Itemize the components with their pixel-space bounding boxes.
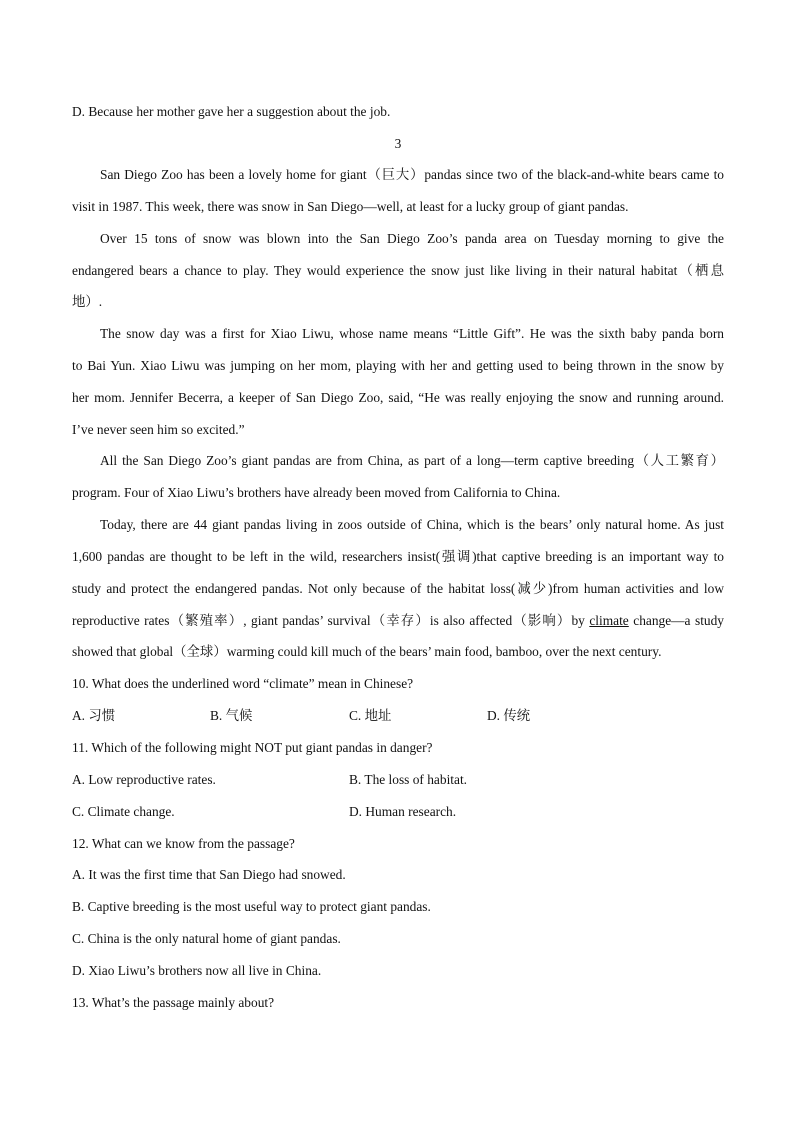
paragraph-5-line-5: showed that global（全球）warming could kill much of the bears’ main food, bamboo, over the next century.	[72, 644, 662, 659]
paragraph-4-line-2: program. Four of Xiao Liwu’s brothers have already been moved from California to China.	[72, 485, 561, 500]
paragraph-3-line-4: I’ve never seen him so excited.”	[72, 422, 245, 437]
question-11-option-d: D. Human research.	[349, 804, 457, 819]
question-12-stem: 12. What can we know from the passage?	[72, 836, 295, 851]
question-11-option-b: B. The loss of habitat.	[349, 772, 468, 787]
paragraph-2-line-1: Over 15 tons of snow was blown into the San Diego Zoo’s panda area on Tuesday morning to give the	[100, 231, 724, 246]
paragraph-3-line-3: her mom. Jennifer Becerra, a keeper of San Diego Zoo, said, “He was really enjoying the snow and running around.	[72, 390, 724, 405]
paragraph-5-line-4	[72, 612, 724, 630]
paragraph-5-line-2: 1,600 pandas are thought to be left in the wild, researchers insist(强调)that captive breeding is an important way to	[72, 549, 724, 564]
paragraph-1-line-1: San Diego Zoo has been a lovely home for giant（巨大）pandas since two of the black-and-white bears came to	[100, 167, 724, 182]
question-11-stem: 11. Which of the following might NOT put giant pandas in danger?	[72, 740, 433, 755]
question-12-option-c: C. China is the only natural home of giant pandas.	[72, 931, 341, 946]
paragraph-2-line-2: endangered bears a chance to play. They would experience the snow just like living in their natural habitat（栖息	[72, 263, 724, 278]
passage-number: 3	[394, 136, 402, 151]
paragraph-4-line-1: All the San Diego Zoo’s giant pandas are from China, as part of a long—term captive breeding（人工繁育）	[100, 453, 724, 468]
question-13-stem: 13. What’s the passage mainly about?	[72, 995, 275, 1010]
question-12-option-d: D. Xiao Liwu’s brothers now all live in China.	[72, 963, 322, 978]
underlined-word-climate: climate	[589, 613, 629, 628]
question-10-option-a: A. 习惯	[72, 708, 116, 723]
question-10-option-d: D. 传统	[487, 708, 531, 723]
question-12-option-a: A. It was the first time that San Diego had snowed.	[72, 867, 346, 882]
question-11-option-a: A. Low reproductive rates.	[72, 772, 216, 787]
paragraph-5-line-4-text-b: change—a study	[628, 613, 725, 628]
paragraph-5-line-3: study and protect the endangered pandas. Not only because of the habitat loss(减少)from human activities and low	[72, 581, 724, 596]
paragraph-3-line-1: The snow day was a first for Xiao Liwu, whose name means “Little Gift”. He was the sixth baby panda born	[100, 326, 724, 341]
question-12-option-b: B. Captive breeding is the most useful way to protect giant pandas.	[72, 899, 431, 914]
paragraph-2-line-3: 地）.	[72, 294, 103, 309]
paragraph-3-line-2: to Bai Yun. Xiao Liwu was jumping on her mom, playing with her and getting used to being thrown in the snow by	[72, 358, 724, 373]
paragraph-5-line-4-text-a: reproductive rates（繁殖率）, giant pandas’ survival（幸存）is also affected（影响）by	[72, 613, 590, 628]
question-10-option-c: C. 地址	[349, 708, 392, 723]
question-11-option-c: C. Climate change.	[72, 804, 175, 819]
paragraph-5-line-1: Today, there are 44 giant pandas living in zoos outside of China, which is the bears’ only natural home. As just	[100, 517, 724, 532]
question-10-option-b: B. 气候	[210, 708, 253, 723]
paragraph-1-line-2: visit in 1987. This week, there was snow in San Diego—well, at least for a lucky group of giant pandas.	[72, 199, 629, 214]
previous-question-option-d: D. Because her mother gave her a suggestion about the job.	[72, 104, 391, 119]
question-10-stem: 10. What does the underlined word “climate” mean in Chinese?	[72, 676, 414, 691]
